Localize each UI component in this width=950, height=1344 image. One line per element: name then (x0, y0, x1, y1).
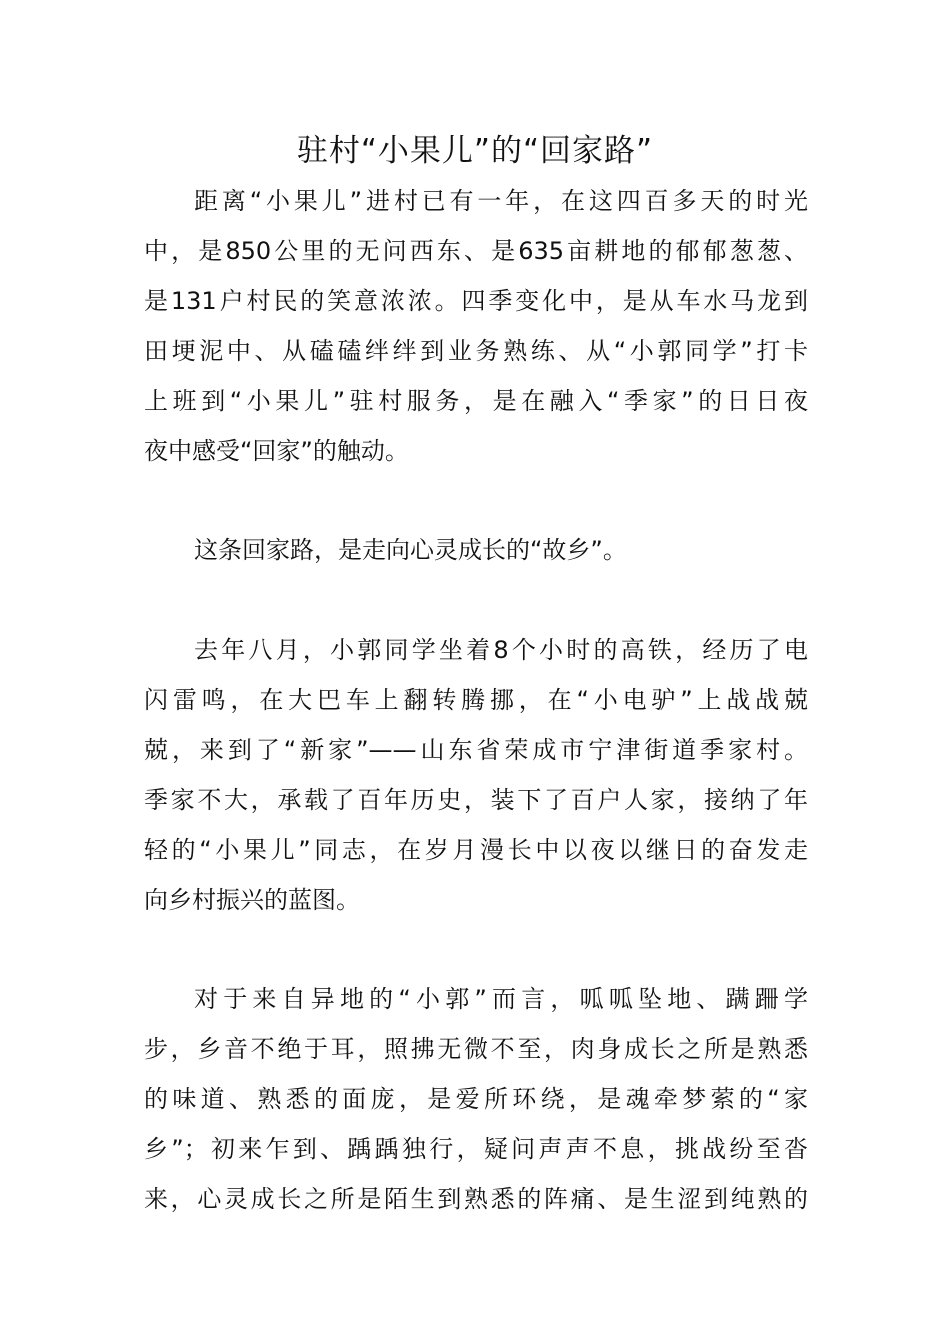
paragraph-line: 兢，来到了“新家”——山东省荣成市宁津街道季家村。 (144, 736, 808, 764)
paragraph-line: 田埂泥中、从磕磕绊绊到业务熟练、从“小郭同学”打卡 (144, 337, 808, 365)
paragraph-line: 中，是850公里的无问西东、是635亩耕地的郁郁葱葱、 (144, 237, 808, 265)
paragraph-line: 季家不大，承载了百年历史，装下了百户人家，接纳了年 (144, 786, 808, 814)
paragraph-line: 夜中感受“回家”的触动。 (144, 437, 409, 465)
paragraph-line: 距离“小果儿”进村已有一年，在这四百多天的时光 (194, 187, 808, 215)
paragraph-line: 乡”；初来乍到、踽踽独行，疑问声声不息，挑战纷至沓 (144, 1135, 808, 1163)
document-title: 驻村“小果儿”的“回家路” (296, 133, 654, 169)
paragraph-line: 上班到“小果儿”驻村服务，是在融入“季家”的日日夜 (144, 387, 808, 415)
paragraph-line: 向乡村振兴的蓝图。 (144, 886, 360, 914)
paragraph-line: 步，乡音不绝于耳，照拂无微不至，肉身成长之所是熟悉 (144, 1035, 808, 1063)
paragraph-line: 的味道、熟悉的面庞，是爱所环绕，是魂牵梦萦的“家 (144, 1085, 808, 1113)
paragraph-line: 是131户村民的笑意浓浓。四季变化中，是从车水马龙到 (144, 287, 808, 315)
paragraph-line: 对于来自异地的“小郭”而言，呱呱坠地、蹒跚学 (194, 985, 808, 1013)
paragraph-line: 这条回家路，是走向心灵成长的“故乡”。 (194, 536, 627, 564)
paragraph-line: 来，心灵成长之所是陌生到熟悉的阵痛、是生涩到纯熟的 (144, 1185, 808, 1213)
paragraph-line: 轻的“小果儿”同志，在岁月漫长中以夜以继日的奋发走 (144, 836, 808, 864)
paragraph-line: 去年八月，小郭同学坐着8个小时的高铁，经历了电 (194, 636, 808, 664)
paragraph-line: 闪雷鸣，在大巴车上翻转腾挪，在“小电驴”上战战兢 (144, 686, 808, 714)
